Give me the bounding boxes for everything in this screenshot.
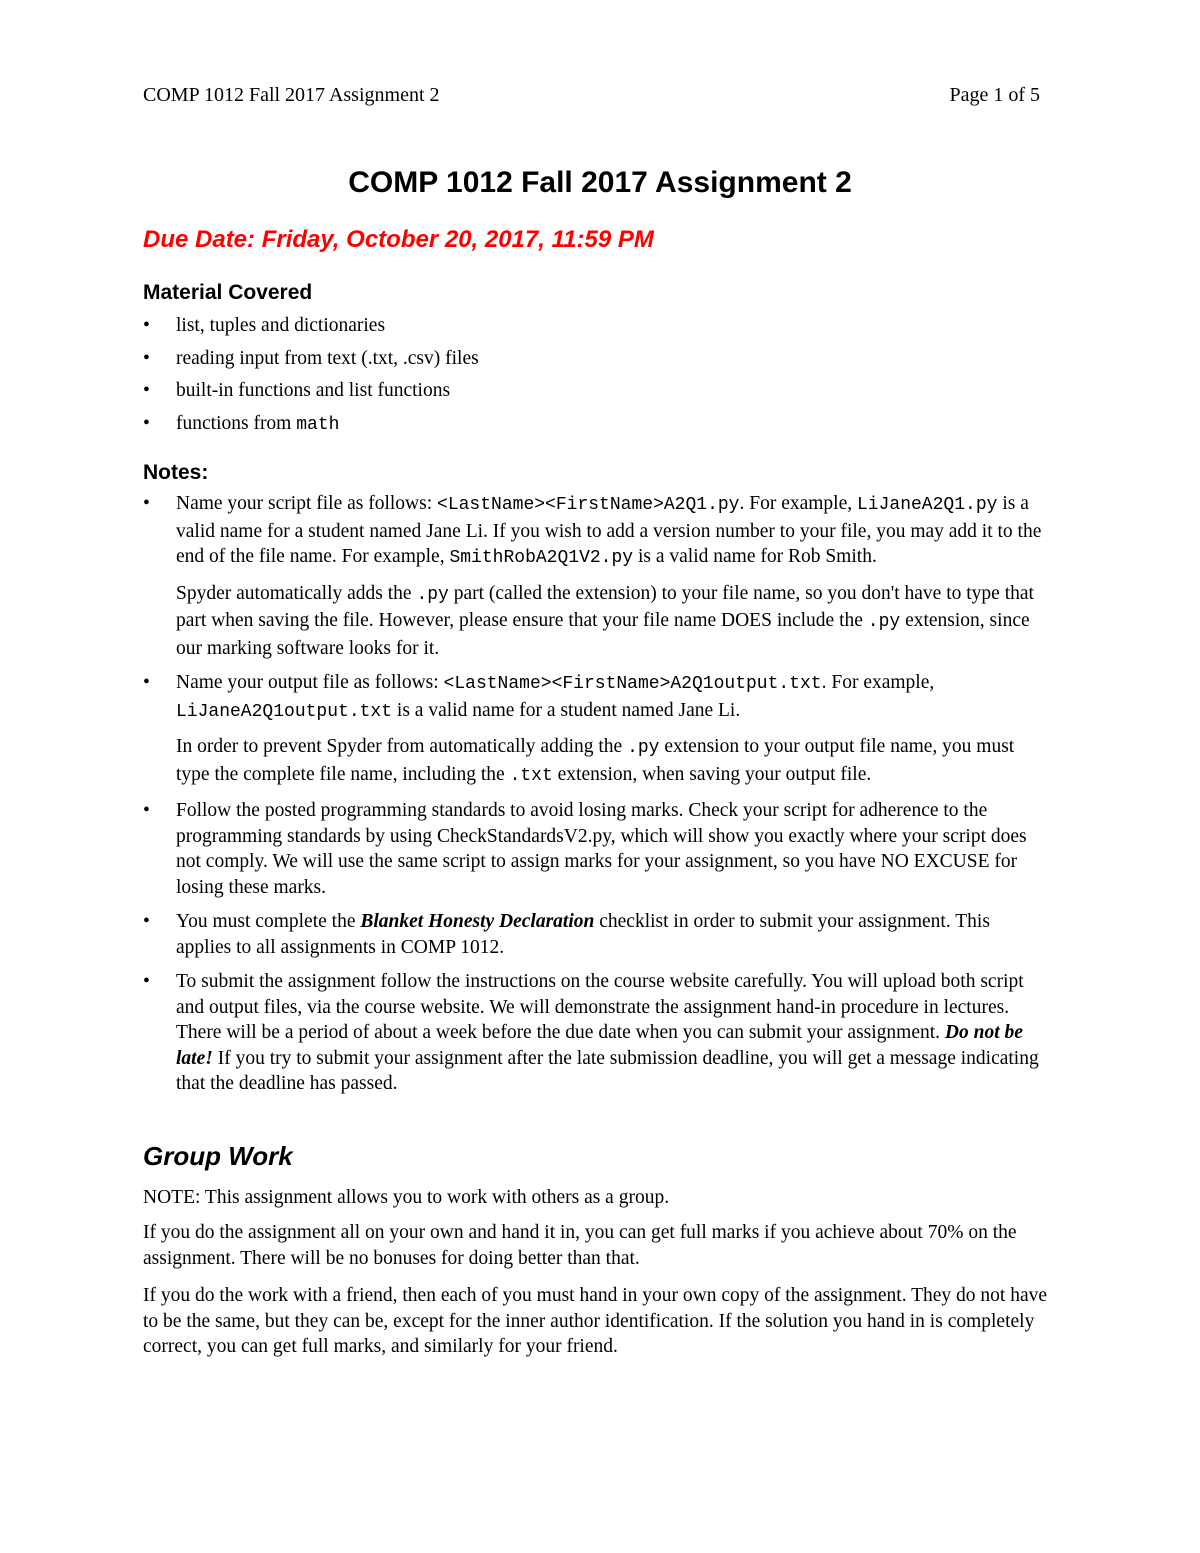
note-text: is a valid name for a student named Jane Li. [392, 699, 741, 721]
note-standards [143, 798, 1043, 900]
note-honesty-declaration [143, 909, 1043, 960]
code-filename-pattern: <LastName><FirstName>A2Q1output.txt [443, 674, 822, 694]
due-date: Due Date: Friday, October 20, 2017, 11:59 PM [143, 226, 654, 253]
code-math: math [296, 414, 340, 435]
note-text: extension, since our marking software looks for it. [176, 610, 1030, 659]
note-text: . For example, [821, 672, 935, 693]
note-text: part (called the extension) to your file name, so you don't have to type that part when saving the file. However, please ensure that your file name DOES include the [176, 582, 1034, 631]
material-item: • reading input from text (.txt, .csv) files [143, 343, 1063, 376]
code-extension: .py [627, 738, 660, 758]
note-text: Name your script file as follows: [176, 493, 438, 514]
code-filename-pattern: <LastName><FirstName>A2Q1.py [437, 495, 740, 515]
page-number: Page 1 of 5 [949, 84, 1040, 106]
material-list [143, 310, 1063, 441]
code-example-filename: LiJaneA2Q1output.txt [176, 701, 393, 722]
note-text: Spyder automatically adds the [176, 582, 417, 604]
note-text: checklist in order to submit your assignment. This applies to all assignments in COMP 1012. [176, 911, 990, 958]
emphasis-text: Do not be late! [176, 1022, 1023, 1069]
material-item-text: functions from [176, 412, 297, 434]
note-text: extension to your output file name, you must type the complete file name, including the [176, 736, 1015, 785]
running-header-title: COMP 1012 Fall 2017 Assignment 2 [143, 84, 440, 106]
material-item [143, 408, 1063, 442]
notes-heading: Notes: [143, 461, 209, 484]
note-text: Follow the posted programming standards to avoid losing marks. Check your script for adherence to the programming standards by using CheckStandardsV2.py, which will show you exactly where your script does not comply. We will use the same script to assign marks for your assignment, so you have NO EXCUSE for losing these marks. [176, 800, 1027, 898]
note-script-file [143, 491, 1043, 661]
note-text: In order to prevent Spyder from automatically adding the [176, 736, 628, 757]
note-text: is a valid name for a student named Jane Li. If you wish to add a version number to your file, you may add it to the end of the file name. For example, [176, 493, 1042, 567]
note-output-file [143, 670, 1043, 789]
note-text: To submit the assignment follow the instructions on the course website carefully. You will upload both script and output files, via the course website. We will demonstrate the assignment hand-in procedure in lectures. There will be a period of about a week before the due date when you can submit your assignment. [176, 971, 1024, 1043]
material-item: • list, tuples and dictionaries [143, 310, 1063, 343]
note-submission [143, 969, 1043, 1097]
note-text: You must complete the [176, 911, 361, 932]
material-heading: Material Covered [143, 281, 313, 304]
note-text: extension, when saving your output file. [552, 763, 872, 785]
note-text: If you try to submit your assignment after the late submission deadline, you will get a message indicating that the deadline has passed. [176, 1047, 1039, 1094]
code-extension: .txt [509, 765, 553, 786]
material-item: • built-in functions and list functions [143, 375, 1063, 408]
page-title: COMP 1012 Fall 2017 Assignment 2 [348, 166, 852, 199]
code-example-filename: LiJaneA2Q1.py [857, 495, 998, 515]
emphasis-text: Blanket Honesty Declaration [360, 911, 595, 932]
code-example-filename: SmithRobA2Q1V2.py [449, 548, 634, 568]
note-text: Name your output file as follows: [176, 672, 444, 693]
code-extension: .py [416, 584, 449, 605]
code-extension: .py [867, 612, 901, 632]
notes-list [143, 491, 1043, 1106]
group-work-heading: Group Work [143, 1141, 293, 1171]
group-work-paragraph: NOTE: This assignment allows you to work with others as a group. [143, 1187, 670, 1208]
note-text: . For example, [739, 493, 857, 514]
group-work-paragraph: If you do the assignment all on your own and hand it in, you can get full marks if you achieve about 70% on the assignment. There will be no bonuses for doing better than that. [143, 1222, 1017, 1269]
group-work-paragraph: If you do the work with a friend, then each of you must hand in your own copy of the assignment. They do not have to be the same, but they can be, except for the inner author identification. If the solution you hand in is completely correct, you can get full marks, and similarly for your friend. [143, 1285, 1048, 1357]
note-text: is a valid name for Rob Smith. [633, 546, 877, 567]
